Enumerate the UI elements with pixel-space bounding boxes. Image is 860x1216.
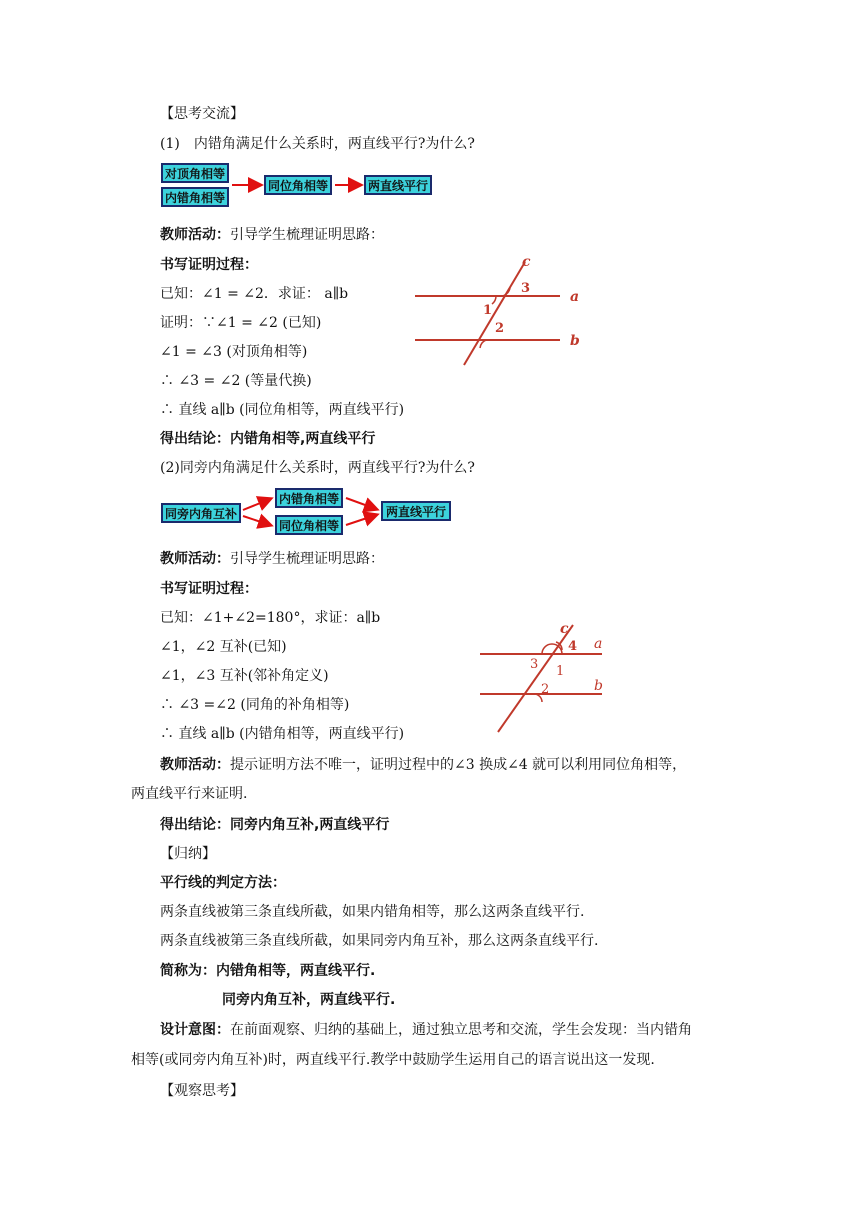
flow2-arrow-up-right (346, 498, 376, 509)
flow1-box-vertical-angles: 对顶角相等 (161, 163, 229, 183)
teacher-activity-2-label: 教师活动： (160, 551, 230, 567)
fig1-label-a: a (570, 289, 580, 305)
short-form-2: 同旁内角互补，两直线平行. (222, 992, 396, 1008)
teacher-activity-3-text-1: 提示证明方法不唯一，证明过程中的∠3 换成∠4 就可以利用同位角相等， (230, 757, 687, 773)
fig1-label-c: c (522, 254, 531, 270)
design-intent-line-1 (160, 1020, 692, 1040)
flow1-box-alternate-angles: 内错角相等 (161, 187, 229, 207)
fig2-label-c: c (560, 621, 569, 637)
proof2-line-3: ∠1，∠3 互补(邻补角定义) (160, 668, 329, 684)
conclusion-1: 得出结论：内错角相等,两直线平行 (160, 431, 376, 447)
teacher-activity-1-text: 引导学生梳理证明思路： (230, 227, 384, 243)
flow1-box-parallel: 两直线平行 (364, 175, 432, 195)
figure-2-parallel-lines (478, 620, 658, 740)
fig1-label-2: 2 (495, 321, 505, 336)
design-intent-text-1: 在前面观察、归纳的基础上，通过独立思考和交流，学生会发现：当内错角 (230, 1022, 692, 1038)
flow2-box-cointerior: 同旁内角互补 (161, 503, 241, 523)
fig2-label-4: 4 (568, 639, 578, 654)
proof2-line-1: 已知：∠1+∠2=180°，求证：a∥b (160, 610, 381, 626)
flow2-box-parallel: 两直线平行 (381, 501, 451, 521)
fig2-label-1: 1 (556, 664, 565, 679)
rule-2: 两条直线被第三条直线所截，如果同旁内角互补，那么这两条直线平行. (160, 933, 599, 949)
section-heading-think: 【思考交流】 (160, 106, 244, 122)
write-proof-1: 书写证明过程： (160, 257, 258, 273)
rule-1: 两条直线被第三条直线所截，如果内错角相等，那么这两条直线平行. (160, 904, 585, 920)
proof1-line-2: 证明：∵∠1 = ∠2 (已知) (160, 315, 322, 331)
flow2-box-corresponding-angles: 同位角相等 (275, 515, 343, 535)
short-form-1: 简称为：内错角相等，两直线平行. (160, 963, 376, 979)
design-intent-line-2: 相等(或同旁内角互补)时，两直线平行.教学中鼓励学生运用自己的语言说出这一发现. (131, 1052, 655, 1068)
teacher-activity-2 (160, 549, 384, 569)
fig1-label-b: b (570, 333, 580, 349)
question-2: (2)同旁内角满足什么关系时，两直线平行?为什么? (160, 460, 475, 476)
fig1-label-1: 1 (483, 303, 493, 318)
proof1-line-1: 已知：∠1 = ∠2．求证： a∥b (160, 286, 349, 302)
proof2-line-2: ∠1，∠2 互补(已知) (160, 639, 287, 655)
write-proof-2: 书写证明过程： (160, 581, 258, 597)
fig2-label-a: a (594, 636, 603, 652)
proof1-line-4: ∴ ∠3 = ∠2 (等量代换) (160, 373, 312, 389)
proof1-line-3: ∠1 = ∠3 (对顶角相等) (160, 344, 308, 360)
fig1-label-3: 3 (521, 281, 531, 296)
flow2-arrows (0, 0, 860, 560)
summary-heading: 【归纳】 (160, 846, 216, 862)
teacher-activity-3-line-1 (160, 755, 686, 775)
proof1-line-5: ∴ 直线 a∥b (同位角相等，两直线平行) (160, 402, 405, 418)
flow2-box-alternate-angles: 内错角相等 (275, 488, 343, 508)
teacher-activity-3-line-2: 两直线平行来证明. (131, 786, 248, 802)
teacher-activity-3-label: 教师活动： (160, 757, 230, 773)
question-1: (1) 内错角满足什么关系时，两直线平行?为什么? (160, 136, 475, 152)
design-intent-label: 设计意图： (160, 1022, 230, 1038)
method-title: 平行线的判定方法： (160, 875, 286, 891)
fig2-label-b: b (594, 678, 603, 694)
proof2-line-5: ∴ 直线 a∥b (内错角相等，两直线平行) (160, 726, 405, 742)
flow2-arrow-down-left (243, 516, 270, 525)
flow2-arrow-up-left (243, 499, 270, 510)
teacher-activity-1-label: 教师活动： (160, 227, 230, 243)
flow2-arrow-down-right (346, 515, 376, 525)
flow1-box-corresponding-angles: 同位角相等 (264, 175, 332, 195)
fig2-label-2: 2 (541, 682, 550, 697)
observe-think-heading: 【观察思考】 (160, 1083, 244, 1099)
teacher-activity-2-text: 引导学生梳理证明思路： (230, 551, 384, 567)
conclusion-2: 得出结论：同旁内角互补,两直线平行 (160, 817, 390, 833)
proof2-line-4: ∴ ∠3 =∠2 (同角的补角相等) (160, 697, 350, 713)
fig2-label-3: 3 (530, 657, 539, 672)
